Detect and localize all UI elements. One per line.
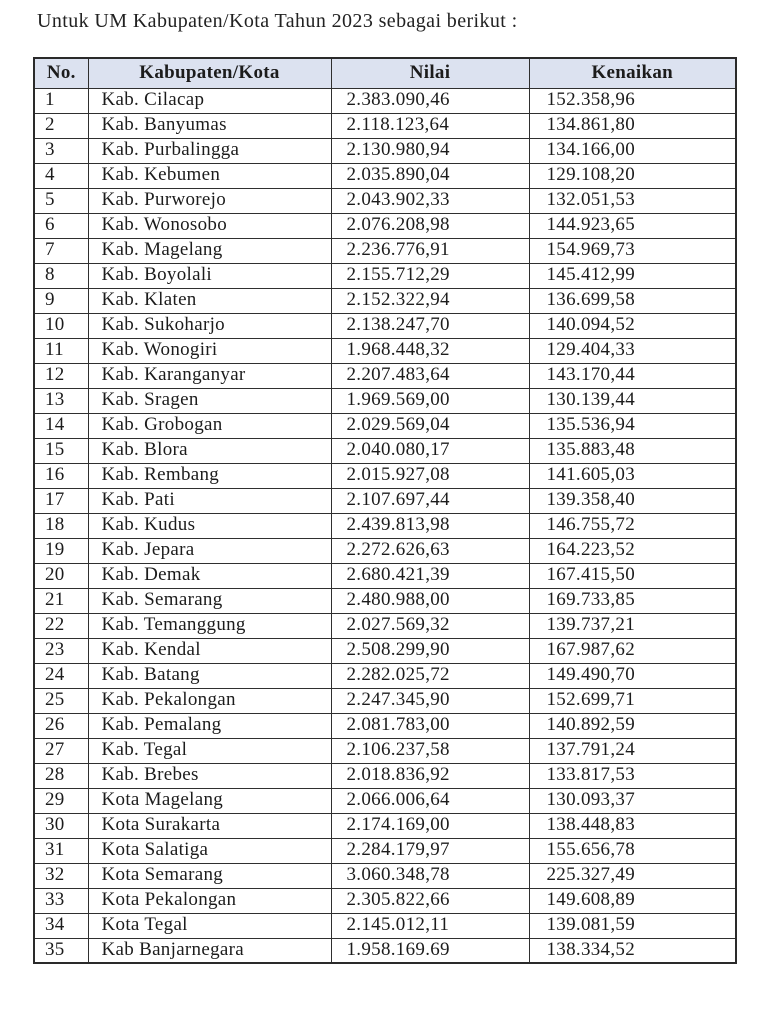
cell-nilai: 2.272.626,63 xyxy=(331,538,529,563)
cell-no: 3 xyxy=(34,138,88,163)
column-header-kenaikan: Kenaikan xyxy=(529,58,736,88)
cell-no: 18 xyxy=(34,513,88,538)
cell-kenaikan: 139.737,21 xyxy=(529,613,736,638)
table-row xyxy=(34,663,736,688)
cell-kenaikan: 149.490,70 xyxy=(529,663,736,688)
cell-kabupaten: Kab. Rembang xyxy=(88,463,331,488)
table-row xyxy=(34,388,736,413)
cell-no: 10 xyxy=(34,313,88,338)
table-row xyxy=(34,563,736,588)
table-row xyxy=(34,913,736,938)
cell-nilai: 2.284.179,97 xyxy=(331,838,529,863)
cell-kenaikan: 140.892,59 xyxy=(529,713,736,738)
um-kabupaten-kota-table xyxy=(33,57,737,964)
cell-nilai: 2.130.980,94 xyxy=(331,138,529,163)
cell-kenaikan: 225.327,49 xyxy=(529,863,736,888)
column-header-nilai: Nilai xyxy=(331,58,529,88)
cell-kenaikan: 167.415,50 xyxy=(529,563,736,588)
cell-no: 32 xyxy=(34,863,88,888)
cell-kabupaten: Kab. Kudus xyxy=(88,513,331,538)
table-row xyxy=(34,638,736,663)
cell-kenaikan: 167.987,62 xyxy=(529,638,736,663)
cell-kenaikan: 138.334,52 xyxy=(529,938,736,963)
cell-nilai: 2.081.783,00 xyxy=(331,713,529,738)
cell-kenaikan: 139.358,40 xyxy=(529,488,736,513)
cell-nilai: 2.029.569,04 xyxy=(331,413,529,438)
table-row xyxy=(34,863,736,888)
cell-kenaikan: 135.536,94 xyxy=(529,413,736,438)
cell-nilai: 1.969.569,00 xyxy=(331,388,529,413)
cell-kenaikan: 146.755,72 xyxy=(529,513,736,538)
cell-nilai: 2.076.208,98 xyxy=(331,213,529,238)
cell-kabupaten: Kota Surakarta xyxy=(88,813,331,838)
table-row xyxy=(34,363,736,388)
cell-no: 7 xyxy=(34,238,88,263)
table-row xyxy=(34,163,736,188)
cell-nilai: 2.383.090,46 xyxy=(331,88,529,113)
cell-no: 27 xyxy=(34,738,88,763)
table-row xyxy=(34,138,736,163)
cell-nilai: 2.207.483,64 xyxy=(331,363,529,388)
cell-kabupaten: Kab. Sragen xyxy=(88,388,331,413)
cell-kabupaten: Kab. Sukoharjo xyxy=(88,313,331,338)
cell-no: 34 xyxy=(34,913,88,938)
table-row xyxy=(34,488,736,513)
cell-nilai: 2.015.927,08 xyxy=(331,463,529,488)
cell-no: 9 xyxy=(34,288,88,313)
table-row xyxy=(34,238,736,263)
table-header-row xyxy=(34,58,736,88)
cell-kenaikan: 134.166,00 xyxy=(529,138,736,163)
cell-no: 1 xyxy=(34,88,88,113)
table-row xyxy=(34,888,736,913)
cell-kabupaten: Kab. Semarang xyxy=(88,588,331,613)
cell-kabupaten: Kab. Karanganyar xyxy=(88,363,331,388)
cell-kabupaten: Kab. Jepara xyxy=(88,538,331,563)
cell-kabupaten: Kab. Pemalang xyxy=(88,713,331,738)
table-row xyxy=(34,313,736,338)
cell-kabupaten: Kab Banjarnegara xyxy=(88,938,331,963)
cell-kenaikan: 129.108,20 xyxy=(529,163,736,188)
cell-nilai: 3.060.348,78 xyxy=(331,863,529,888)
cell-kenaikan: 144.923,65 xyxy=(529,213,736,238)
cell-nilai: 2.152.322,94 xyxy=(331,288,529,313)
cell-kenaikan: 130.139,44 xyxy=(529,388,736,413)
cell-kenaikan: 139.081,59 xyxy=(529,913,736,938)
cell-kenaikan: 133.817,53 xyxy=(529,763,736,788)
cell-kenaikan: 152.699,71 xyxy=(529,688,736,713)
cell-nilai: 2.107.697,44 xyxy=(331,488,529,513)
cell-kabupaten: Kab. Purbalingga xyxy=(88,138,331,163)
cell-nilai: 2.027.569,32 xyxy=(331,613,529,638)
cell-kenaikan: 135.883,48 xyxy=(529,438,736,463)
cell-kabupaten: Kota Semarang xyxy=(88,863,331,888)
cell-no: 11 xyxy=(34,338,88,363)
cell-nilai: 2.145.012,11 xyxy=(331,913,529,938)
cell-no: 23 xyxy=(34,638,88,663)
cell-no: 14 xyxy=(34,413,88,438)
cell-nilai: 2.155.712,29 xyxy=(331,263,529,288)
cell-kabupaten: Kab. Magelang xyxy=(88,238,331,263)
cell-kenaikan: 152.358,96 xyxy=(529,88,736,113)
cell-nilai: 2.282.025,72 xyxy=(331,663,529,688)
cell-kabupaten: Kab. Wonosobo xyxy=(88,213,331,238)
table-row xyxy=(34,588,736,613)
cell-kenaikan: 134.861,80 xyxy=(529,113,736,138)
cell-no: 21 xyxy=(34,588,88,613)
cell-no: 6 xyxy=(34,213,88,238)
cell-no: 29 xyxy=(34,788,88,813)
cell-no: 33 xyxy=(34,888,88,913)
cell-nilai: 2.305.822,66 xyxy=(331,888,529,913)
table-row xyxy=(34,263,736,288)
cell-no: 28 xyxy=(34,763,88,788)
cell-kenaikan: 138.448,83 xyxy=(529,813,736,838)
cell-nilai: 2.035.890,04 xyxy=(331,163,529,188)
table-row xyxy=(34,288,736,313)
cell-kenaikan: 140.094,52 xyxy=(529,313,736,338)
cell-nilai: 2.236.776,91 xyxy=(331,238,529,263)
table-row xyxy=(34,338,736,363)
cell-no: 8 xyxy=(34,263,88,288)
table-row xyxy=(34,463,736,488)
table-row xyxy=(34,413,736,438)
cell-kenaikan: 145.412,99 xyxy=(529,263,736,288)
table-row xyxy=(34,763,736,788)
table-row xyxy=(34,188,736,213)
cell-no: 20 xyxy=(34,563,88,588)
cell-kabupaten: Kab. Klaten xyxy=(88,288,331,313)
cell-kenaikan: 136.699,58 xyxy=(529,288,736,313)
cell-kabupaten: Kab. Pekalongan xyxy=(88,688,331,713)
cell-no: 12 xyxy=(34,363,88,388)
cell-no: 2 xyxy=(34,113,88,138)
cell-kenaikan: 129.404,33 xyxy=(529,338,736,363)
cell-no: 17 xyxy=(34,488,88,513)
page-title: Untuk UM Kabupaten/Kota Tahun 2023 sebagai berikut : xyxy=(37,10,518,32)
cell-nilai: 2.138.247,70 xyxy=(331,313,529,338)
table-row xyxy=(34,938,736,963)
cell-kabupaten: Kab. Grobogan xyxy=(88,413,331,438)
table-row xyxy=(34,213,736,238)
table-row xyxy=(34,738,736,763)
cell-kabupaten: Kab. Wonogiri xyxy=(88,338,331,363)
cell-kenaikan: 155.656,78 xyxy=(529,838,736,863)
cell-nilai: 2.018.836,92 xyxy=(331,763,529,788)
table-row xyxy=(34,713,736,738)
cell-kabupaten: Kab. Cilacap xyxy=(88,88,331,113)
cell-nilai: 2.174.169,00 xyxy=(331,813,529,838)
cell-kenaikan: 164.223,52 xyxy=(529,538,736,563)
cell-kabupaten: Kota Tegal xyxy=(88,913,331,938)
cell-no: 24 xyxy=(34,663,88,688)
table-row xyxy=(34,88,736,113)
cell-no: 13 xyxy=(34,388,88,413)
cell-no: 16 xyxy=(34,463,88,488)
cell-kenaikan: 169.733,85 xyxy=(529,588,736,613)
cell-no: 19 xyxy=(34,538,88,563)
cell-kenaikan: 137.791,24 xyxy=(529,738,736,763)
cell-no: 26 xyxy=(34,713,88,738)
cell-no: 15 xyxy=(34,438,88,463)
table-row xyxy=(34,813,736,838)
table-row xyxy=(34,438,736,463)
column-header-kabupaten-kota: Kabupaten/Kota xyxy=(88,58,331,88)
column-header-no: No. xyxy=(34,58,88,88)
cell-kenaikan: 143.170,44 xyxy=(529,363,736,388)
table-row xyxy=(34,613,736,638)
table-row xyxy=(34,838,736,863)
table-row xyxy=(34,113,736,138)
cell-no: 5 xyxy=(34,188,88,213)
cell-nilai: 2.508.299,90 xyxy=(331,638,529,663)
cell-nilai: 2.247.345,90 xyxy=(331,688,529,713)
table-row xyxy=(34,538,736,563)
cell-no: 30 xyxy=(34,813,88,838)
table-row xyxy=(34,513,736,538)
cell-kabupaten: Kab. Batang xyxy=(88,663,331,688)
table-body xyxy=(34,88,736,963)
cell-nilai: 2.043.902,33 xyxy=(331,188,529,213)
cell-nilai: 2.480.988,00 xyxy=(331,588,529,613)
cell-kabupaten: Kota Magelang xyxy=(88,788,331,813)
cell-kabupaten: Kab. Kebumen xyxy=(88,163,331,188)
cell-kabupaten: Kab. Brebes xyxy=(88,763,331,788)
cell-nilai: 2.439.813,98 xyxy=(331,513,529,538)
cell-no: 22 xyxy=(34,613,88,638)
cell-nilai: 2.118.123,64 xyxy=(331,113,529,138)
cell-kabupaten: Kab. Blora xyxy=(88,438,331,463)
cell-kenaikan: 154.969,73 xyxy=(529,238,736,263)
cell-no: 4 xyxy=(34,163,88,188)
cell-no: 25 xyxy=(34,688,88,713)
cell-nilai: 2.680.421,39 xyxy=(331,563,529,588)
cell-kabupaten: Kab. Tegal xyxy=(88,738,331,763)
cell-kabupaten: Kab. Demak xyxy=(88,563,331,588)
cell-kabupaten: Kab. Kendal xyxy=(88,638,331,663)
cell-kenaikan: 141.605,03 xyxy=(529,463,736,488)
cell-kabupaten: Kab. Temanggung xyxy=(88,613,331,638)
table-row xyxy=(34,688,736,713)
cell-kabupaten: Kota Pekalongan xyxy=(88,888,331,913)
cell-kabupaten: Kab. Purworejo xyxy=(88,188,331,213)
cell-kabupaten: Kab. Pati xyxy=(88,488,331,513)
cell-no: 31 xyxy=(34,838,88,863)
cell-no: 35 xyxy=(34,938,88,963)
cell-nilai: 2.106.237,58 xyxy=(331,738,529,763)
cell-kabupaten: Kota Salatiga xyxy=(88,838,331,863)
cell-nilai: 2.066.006,64 xyxy=(331,788,529,813)
table-row xyxy=(34,788,736,813)
cell-nilai: 1.968.448,32 xyxy=(331,338,529,363)
cell-kenaikan: 132.051,53 xyxy=(529,188,736,213)
cell-nilai: 2.040.080,17 xyxy=(331,438,529,463)
cell-kenaikan: 149.608,89 xyxy=(529,888,736,913)
cell-kenaikan: 130.093,37 xyxy=(529,788,736,813)
cell-nilai: 1.958.169.69 xyxy=(331,938,529,963)
cell-kabupaten: Kab. Banyumas xyxy=(88,113,331,138)
cell-kabupaten: Kab. Boyolali xyxy=(88,263,331,288)
